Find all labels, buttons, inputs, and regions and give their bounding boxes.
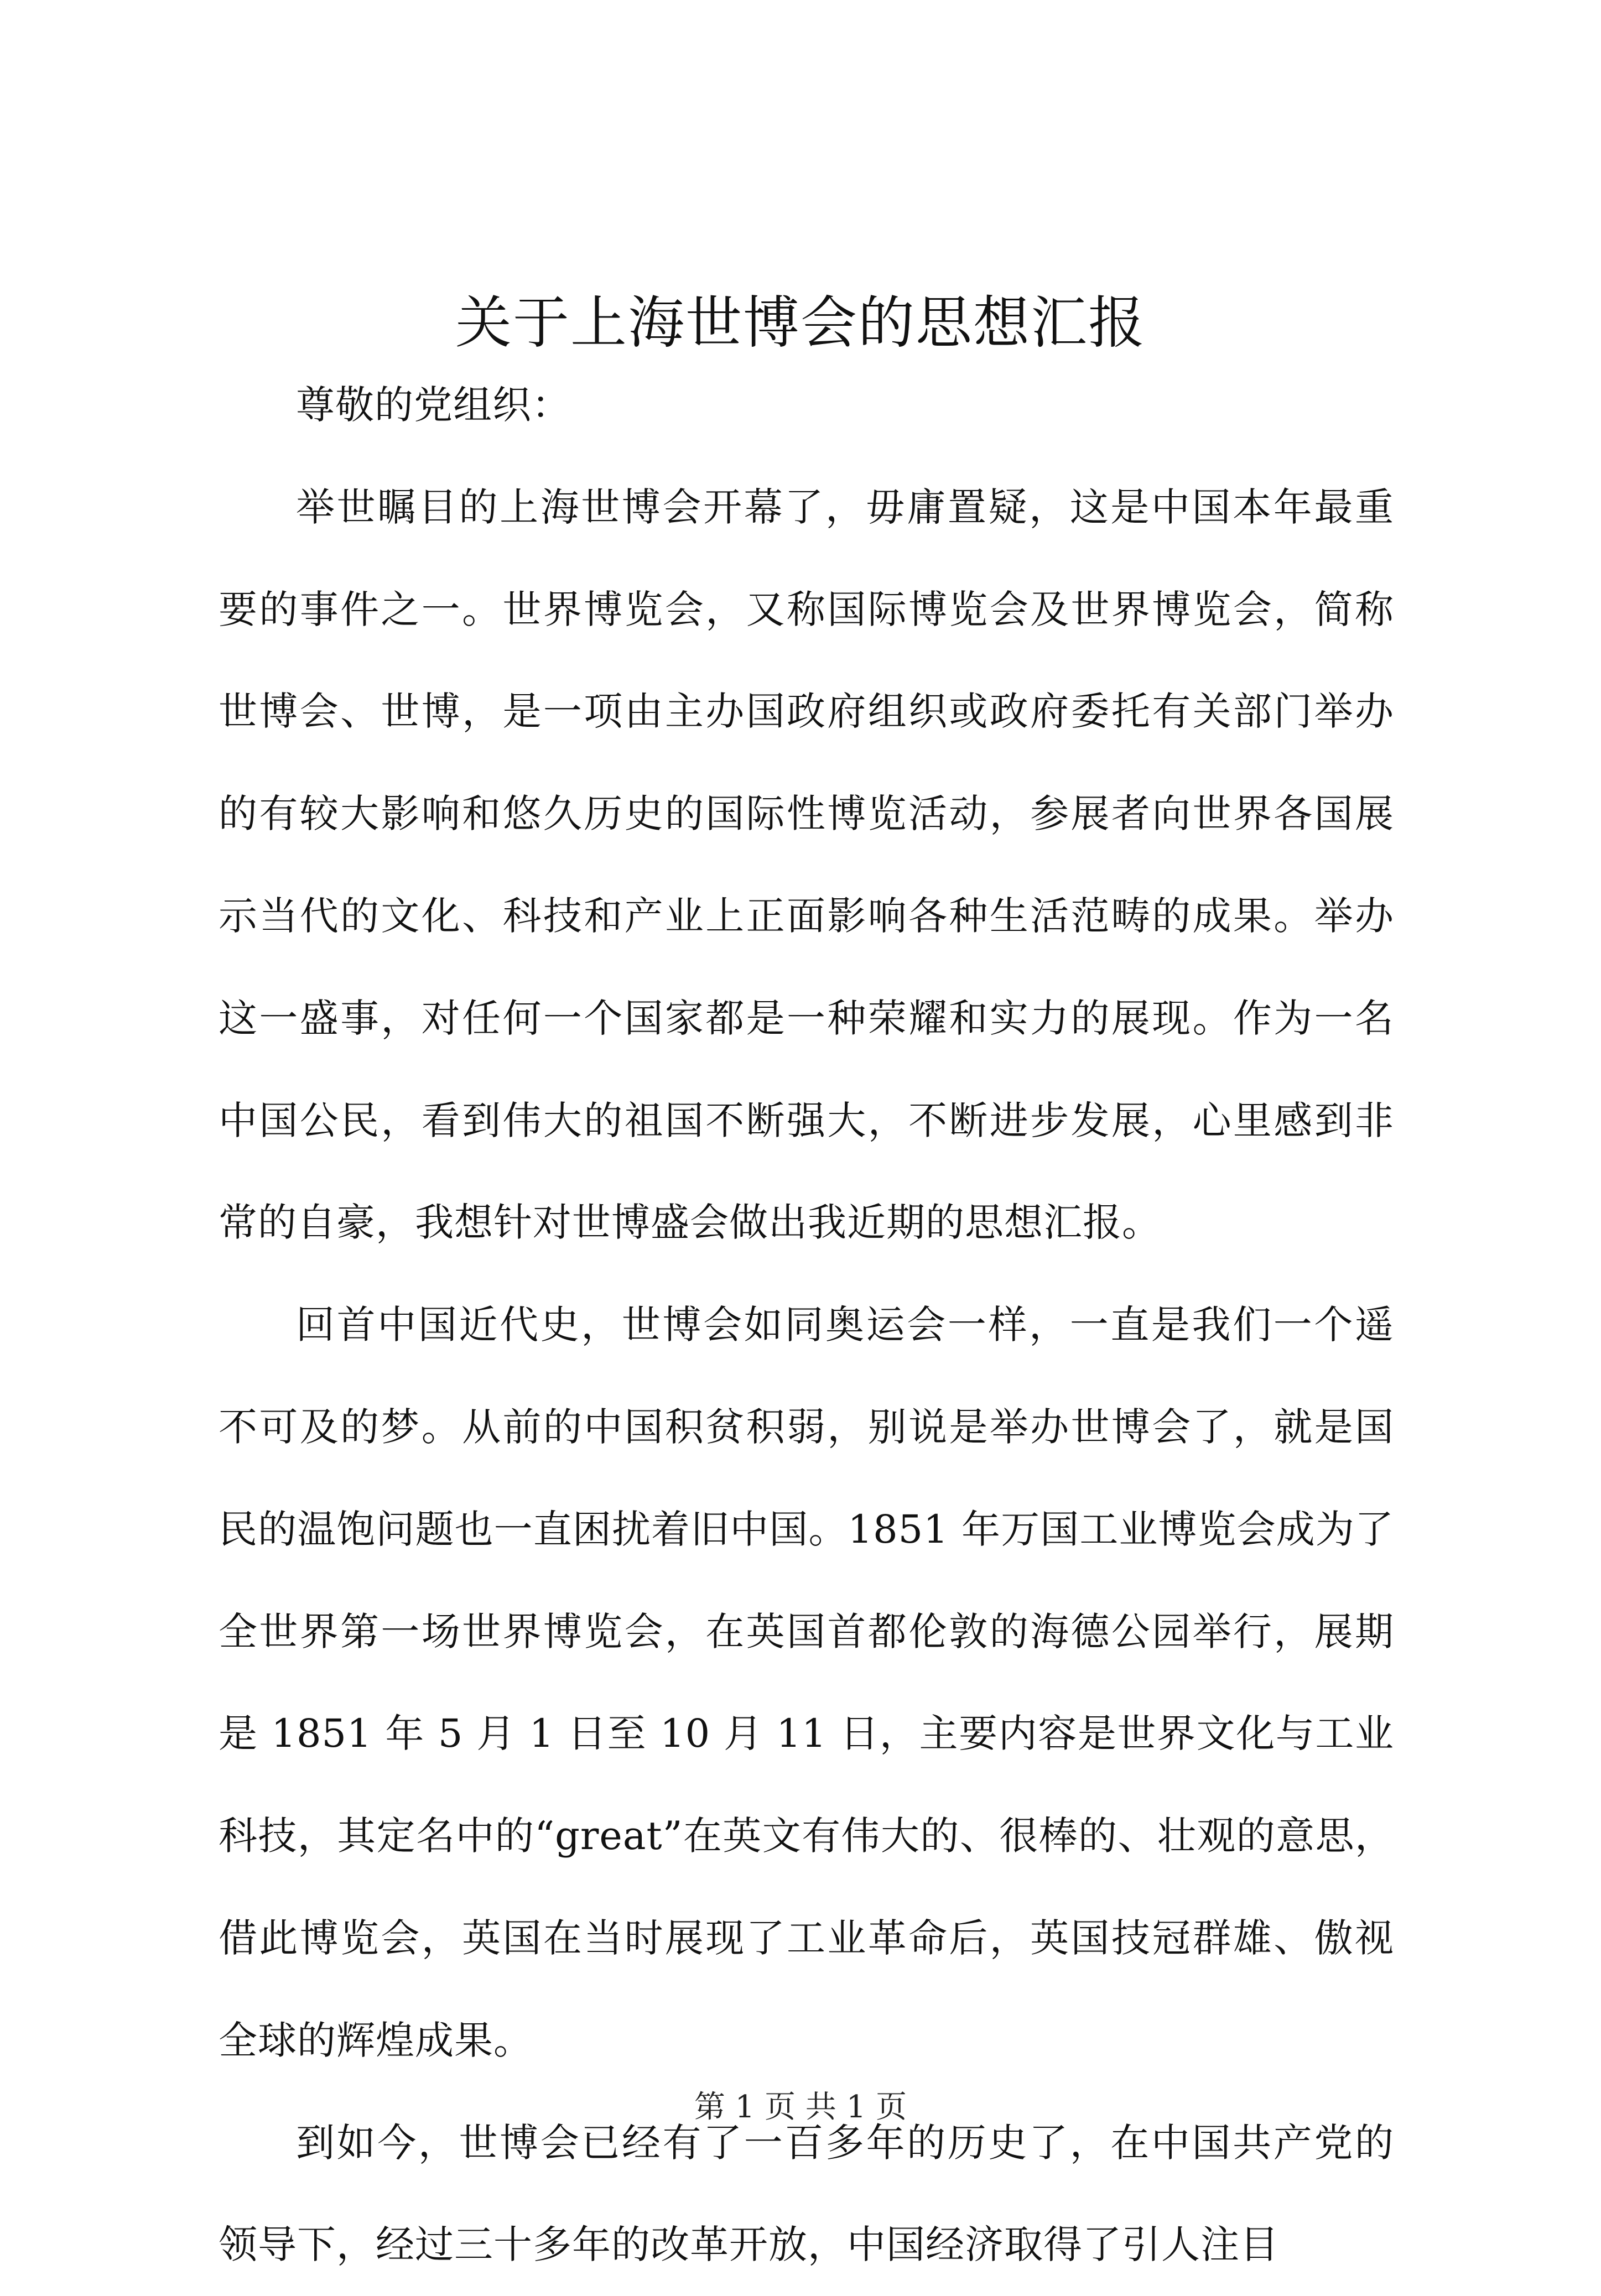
document-body bbox=[219, 354, 1394, 2296]
paragraph-1: 举世瞩目的上海世博会开幕了，毋庸置疑，这是中国本年最重要的事件之一。世界博览会，又称国际博览会及世界博览会，简称世博会、世博，是一项由主办国政府组织或政府委托有关部门举办的有较大影响和悠久历史的国际性博览活动，参展者向世界各国展示当代的文化、科技和产业上正面影响各种生活范畴的成果。举办这一盛事，对任何一个国家都是一种荣耀和实力的展现。作为一名中国公民，看到伟大的祖国不断强大，不断进步发展，心里感到非常的自豪，我想针对世博盛会做出我近期的思想汇报。 bbox=[219, 484, 1394, 1246]
document-title: 关于上海世博会的思想汇报 bbox=[455, 290, 1146, 356]
salutation: 尊敬的党组织： bbox=[296, 382, 571, 428]
page-footer: 第 1 页 共 1 页 bbox=[694, 2089, 907, 2125]
paragraph-2: 回首中国近代史，世博会如同奥运会一样，一直是我们一个遥不可及的梦。从前的中国积贫积弱，别说是举办世博会了，就是国民的温饱问题也一直困扰着旧中国。1851 年万国工业博览会成为了全世界第一场世界博览会，在英国首都伦敦的海德公园举行，展期是 1851 年 5 月 1 日至 10 月 11 日，主要内容是世界文化与工业科技，其定名中的“great”在英文有伟大的、很棒的、壮观的意思，借此博览会，英国在当时展现了工业革命后，英国技冠群雄、傲视全球的辉煌成果。 bbox=[219, 1302, 1394, 2063]
paragraph-3: 到如今，世博会已经有了一百多年的历史了，在中国共产党的领导下，经过三十多年的改革开放，中国经济取得了引人注目 bbox=[219, 2120, 1394, 2268]
